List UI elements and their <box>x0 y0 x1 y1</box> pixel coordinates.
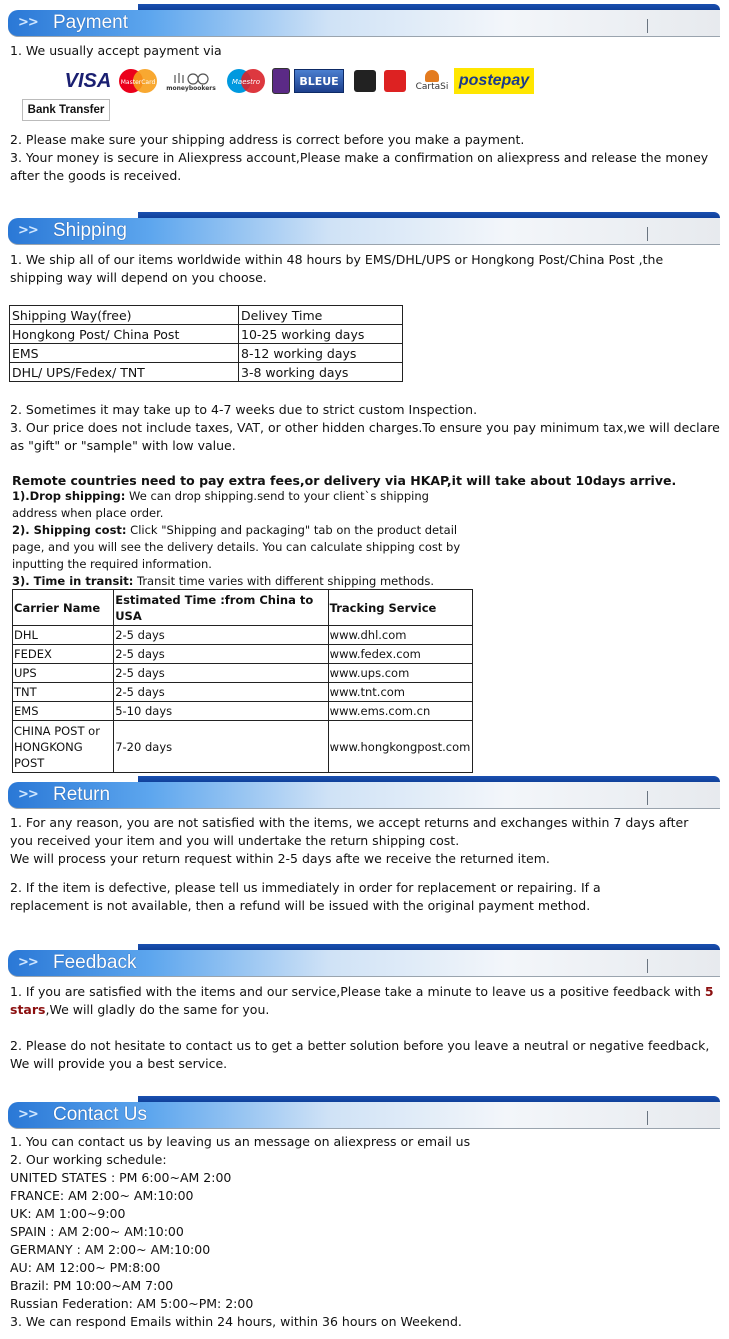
contact-line: 3. We can respond Emails within 24 hours, within 36 hours on Weekend. <box>10 1314 462 1329</box>
table-header-cell: Tracking Service <box>328 590 472 626</box>
table-header-cell: Estimated Time :from China to USA <box>114 590 328 626</box>
return-line-4: 2. If the item is defective, please tell us immediately in order for replacement or repairing. If a <box>10 880 601 895</box>
contact-line: UNITED STATES : PM 6:00~AM 2:00 <box>10 1170 232 1185</box>
drop-shipping-line: 1).Drop shipping: We can drop shipping.send to your client`s shipping <box>12 489 429 503</box>
section-title: Contact Us <box>53 1104 147 1125</box>
table-cell: TNT <box>13 683 114 702</box>
payment-line-2: 2. Please make sure your shipping address is correct before you make a payment. <box>10 132 525 147</box>
payment-header <box>8 4 720 36</box>
table-row <box>13 645 473 664</box>
contact-line: AU: AM 12:00~ PM:8:00 <box>10 1260 161 1275</box>
table-cell: 8-12 working days <box>239 344 403 363</box>
feedback-line-2: stars,We will gladly do the same for you. <box>10 1002 270 1017</box>
tracking-link[interactable]: www.ems.com.cn <box>328 702 472 721</box>
maestro-logo <box>224 67 268 95</box>
svg-text:Maestro: Maestro <box>231 78 261 86</box>
chevron-icon: >> <box>18 1107 38 1122</box>
contact-line: SPAIN : AM 2:00~ AM:10:00 <box>10 1224 184 1239</box>
table-cell: 3-8 working days <box>239 363 403 382</box>
payment-line-1: 1. We usually accept payment via <box>10 43 222 58</box>
table-header-cell: Carrier Name <box>13 590 114 626</box>
table-row <box>13 664 473 683</box>
table-cell: CHINA POST or HONGKONG POST <box>13 721 114 773</box>
bleue-logo: BLEUE <box>294 67 344 95</box>
return-line-2: you received your item and you will undertake the return shipping cost. <box>10 833 460 848</box>
table-cell: UPS <box>13 664 114 683</box>
table-header-cell: Shipping Way(free) <box>10 306 239 325</box>
return-line-3: We will process your return request within 2-5 days afte we receive the returned item. <box>10 851 550 866</box>
mastercard-logo <box>116 67 160 95</box>
contact-header <box>8 1096 720 1128</box>
shipping-line-3a: 3. Our price does not include taxes, VAT, or other hidden charges.To ensure you pay minimum tax,we will declare <box>10 420 720 435</box>
contact-line: Russian Federation: AM 5:00~PM: 2:00 <box>10 1296 254 1311</box>
shipping-cost-line: 2). Shipping cost: Click "Shipping and packaging" tab on the product detail <box>12 523 458 537</box>
feedback-line-4: We will provide you a best service. <box>10 1056 228 1071</box>
return-line-5: replacement is not available, then a refund will be issued with the original payment method. <box>10 898 591 913</box>
table-cell: 7-20 days <box>114 721 328 773</box>
postepay-logo: postepay <box>454 67 534 95</box>
svg-text:MasterCard: MasterCard <box>120 79 156 86</box>
contact-line: UK: AM 1:00~9:00 <box>10 1206 126 1221</box>
shipping-line-1b: shipping way will depend on you choose. <box>10 270 267 285</box>
table-row <box>10 325 403 344</box>
contact-line: 2. Our working schedule: <box>10 1152 167 1167</box>
table-row <box>13 683 473 702</box>
shipping-cost-line-2: page, and you will see the delivery details. You can calculate shipping cost by <box>12 540 461 554</box>
card-icon-2 <box>352 67 378 95</box>
table-row <box>10 363 403 382</box>
moneybookers-logo: moneybookers <box>166 67 216 95</box>
remote-countries-note: Remote countries need to pay extra fees,or delivery via HKAP,it will take about 10days arrive. <box>12 473 677 488</box>
contact-line: 1. You can contact us by leaving us an message on aliexpress or email us <box>10 1134 471 1149</box>
chevron-icon: >> <box>18 223 38 238</box>
table-cell: Hongkong Post/ China Post <box>10 325 239 344</box>
bank-transfer-badge: Bank Transfer <box>22 99 110 121</box>
table-row <box>13 721 473 773</box>
feedback-line-1: 1. If you are satisfied with the items and our service,Please take a minute to leave us a positive feedback with 5 <box>10 984 714 999</box>
feedback-line-3: 2. Please do not hesitate to contact us to get a better solution before you leave a neutral or negative feedback, <box>10 1038 710 1053</box>
return-header <box>8 776 720 808</box>
table-cell: 10-25 working days <box>239 325 403 344</box>
carrier-table <box>12 589 473 773</box>
shipping-line-3b: as "gift" or "sample" with low value. <box>10 438 236 453</box>
table-cell: 2-5 days <box>114 683 328 702</box>
table-cell: 5-10 days <box>114 702 328 721</box>
table-cell: 2-5 days <box>114 626 328 645</box>
contact-line: GERMANY : AM 2:00~ AM:10:00 <box>10 1242 211 1257</box>
contact-line: Brazil: PM 10:00~AM 7:00 <box>10 1278 174 1293</box>
card-icon <box>272 67 290 95</box>
transit-line: 3). Time in transit: Transit time varies with different shipping methods. <box>12 574 435 588</box>
table-cell: 2-5 days <box>114 664 328 683</box>
shipping-line-1a: 1. We ship all of our items worldwide within 48 hours by EMS/DHL/UPS or Hongkong Post/China Post ,the <box>10 252 664 267</box>
cartasi-logo: CartaSi <box>412 67 452 95</box>
section-title: Shipping <box>53 220 127 241</box>
card-icon-3 <box>382 67 408 95</box>
drop-shipping-line-2: address when place order. <box>12 506 164 520</box>
shipping-table <box>9 305 403 382</box>
payment-line-3b: after the goods is received. <box>10 168 182 183</box>
shipping-header <box>8 212 720 244</box>
tracking-link[interactable]: www.dhl.com <box>328 626 472 645</box>
shipping-cost-line-3: inputting the required information. <box>12 557 212 571</box>
table-cell: 2-5 days <box>114 645 328 664</box>
table-cell: DHL <box>13 626 114 645</box>
chevron-icon: >> <box>18 15 38 30</box>
table-header-cell: Delivey Time <box>239 306 403 325</box>
tracking-link[interactable]: www.ups.com <box>328 664 472 683</box>
chevron-icon: >> <box>18 955 38 970</box>
visa-logo: VISA <box>64 69 112 92</box>
section-title: Payment <box>53 12 128 33</box>
table-cell: EMS <box>10 344 239 363</box>
table-header-row <box>13 590 473 626</box>
section-title: Return <box>53 784 111 805</box>
tracking-link[interactable]: www.hongkongpost.com <box>328 721 472 773</box>
table-cell: FEDEX <box>13 645 114 664</box>
payment-line-3a: 3. Your money is secure in Aliexpress account,Please make a confirmation on aliexpress and release the money <box>10 150 709 165</box>
table-row <box>10 344 403 363</box>
table-header-row <box>10 306 403 325</box>
payment-logos <box>62 67 534 97</box>
shipping-line-2: 2. Sometimes it may take up to 4-7 weeks due to strict custom Inspection. <box>10 402 478 417</box>
tracking-link[interactable]: www.tnt.com <box>328 683 472 702</box>
feedback-header <box>8 944 720 976</box>
section-title: Feedback <box>53 952 137 973</box>
return-line-1: 1. For any reason, you are not satisfied with the items, we accept returns and exchanges within 7 days after <box>10 815 689 830</box>
table-cell: DHL/ UPS/Fedex/ TNT <box>10 363 239 382</box>
chevron-icon: >> <box>18 787 38 802</box>
tracking-link[interactable]: www.fedex.com <box>328 645 472 664</box>
table-cell: EMS <box>13 702 114 721</box>
table-row <box>13 626 473 645</box>
contact-line: FRANCE: AM 2:00~ AM:10:00 <box>10 1188 194 1203</box>
table-row <box>13 702 473 721</box>
